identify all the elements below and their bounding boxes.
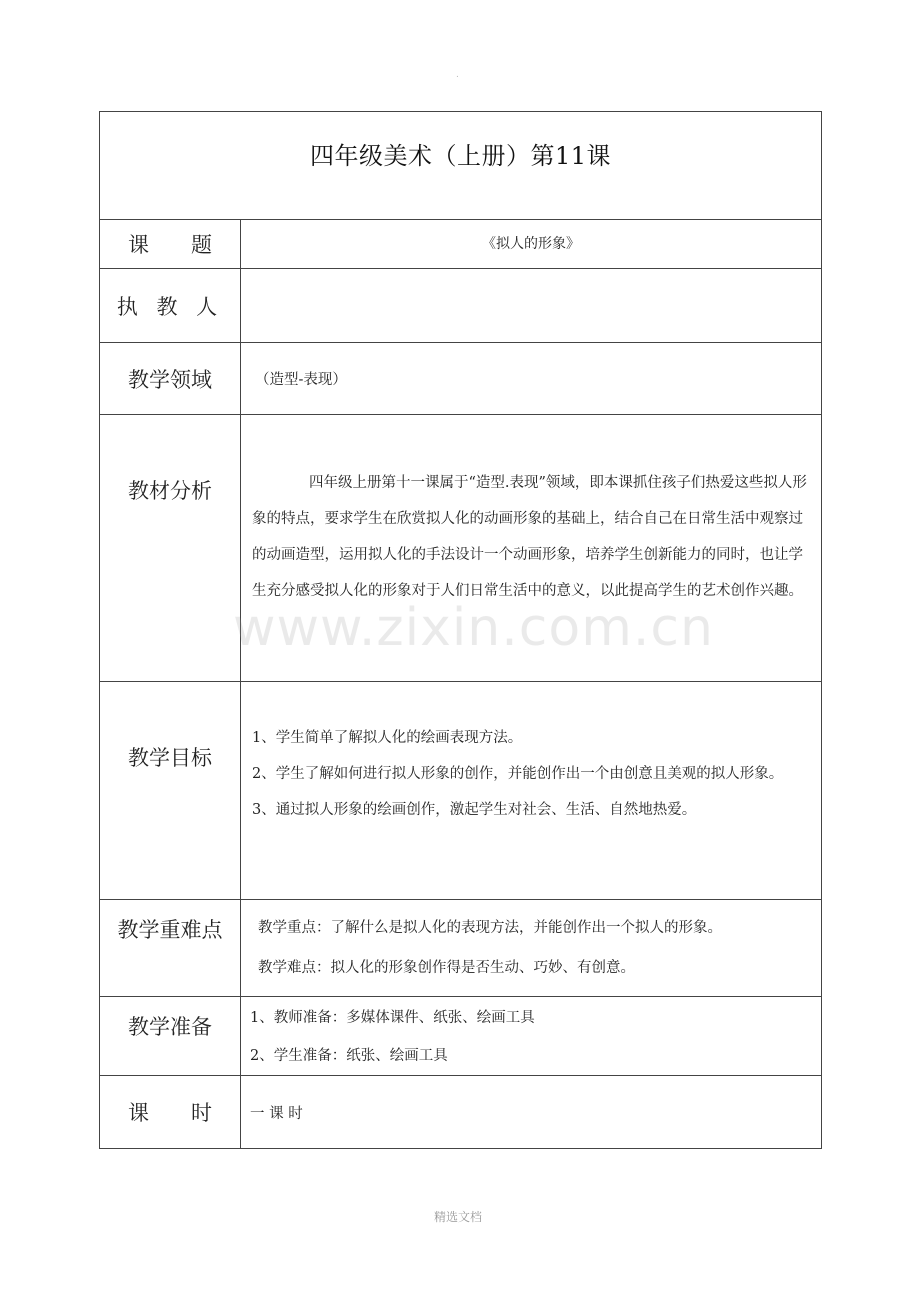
key-points-label: 教学重难点 xyxy=(117,918,223,942)
student-preparation: 2、学生准备：纸张、绘画工具 xyxy=(250,1048,448,1064)
duration-value: 一 课 时 xyxy=(250,1105,303,1122)
subject-value: 《拟人的形象》 xyxy=(482,236,580,252)
domain-label: 教学领域 xyxy=(100,343,241,415)
preparation-row xyxy=(100,997,822,1076)
preparation-cell xyxy=(241,997,822,1076)
lesson-plan-table xyxy=(99,111,822,1149)
analysis-text: 四年级上册第十一课属于“造型.表现”领域，即本课抓住孩子们热爱这些拟人形象的特点，要求学生在欣赏拟人化的动画形象的基础上，结合自己在日常生活中观察过的动画造型，运用拟人化的手法设计一个动画形象，培养学生创新能力的同时，也让学生充分感受拟人化的形象对于人们日常生活中的意义，以此提高学生的艺术创作兴趣。 xyxy=(252,475,807,599)
domain-value: （造型-表现） xyxy=(255,372,347,388)
goal-item-2: 2、学生了解如何进行拟人形象的创作，并能创作出一个由创意且美观的拟人形象。 xyxy=(252,766,784,782)
goals-row xyxy=(100,682,822,900)
key-points-cell xyxy=(241,900,822,997)
title-cell xyxy=(100,112,822,220)
analysis-label-cell xyxy=(100,415,241,682)
goal-item-3: 3、通过拟人形象的绘画创作，激起学生对社会、生活、自然地热爱。 xyxy=(252,802,697,818)
teacher-label: 执 教 人 xyxy=(100,269,241,343)
domain-row xyxy=(100,343,822,415)
analysis-cell xyxy=(241,415,822,682)
subject-cell xyxy=(241,220,822,269)
goals-label: 教学目标 xyxy=(128,746,212,770)
preparation-label: 教学准备 xyxy=(128,1015,212,1039)
goals-cell xyxy=(241,682,822,900)
page-footer: 精选文档 xyxy=(434,1210,483,1224)
analysis-label: 教材分析 xyxy=(128,479,212,503)
duration-row xyxy=(100,1076,822,1149)
analysis-row xyxy=(100,415,822,682)
domain-cell xyxy=(241,343,822,415)
duration-label: 课 时 xyxy=(100,1076,241,1149)
duration-cell xyxy=(241,1076,822,1149)
watermark: www.zixin.com.cn xyxy=(233,598,714,658)
subject-label: 课 题 xyxy=(100,220,241,269)
goals-label-cell xyxy=(100,682,241,900)
subject-row xyxy=(100,220,822,269)
goal-item-1: 1、学生简单了解拟人化的绘画表现方法。 xyxy=(252,730,523,746)
teacher-preparation: 1、教师准备：多媒体课件、纸张、绘画工具 xyxy=(250,1010,535,1026)
document-title: 四年级美术（上册）第11课 xyxy=(309,142,612,170)
key-points-label-cell xyxy=(100,900,241,997)
teaching-focus: 教学重点：了解什么是拟人化的表现方法，并能创作出一个拟人的形象。 xyxy=(258,920,722,936)
teacher-row xyxy=(100,269,822,343)
header-mark: . xyxy=(456,70,459,80)
title-row xyxy=(100,112,822,220)
key-points-row xyxy=(100,900,822,997)
teacher-value xyxy=(241,269,822,343)
preparation-label-cell xyxy=(100,997,241,1076)
teaching-difficulty: 教学难点：拟人化的形象创作得是否生动、巧妙、有创意。 xyxy=(258,960,635,976)
